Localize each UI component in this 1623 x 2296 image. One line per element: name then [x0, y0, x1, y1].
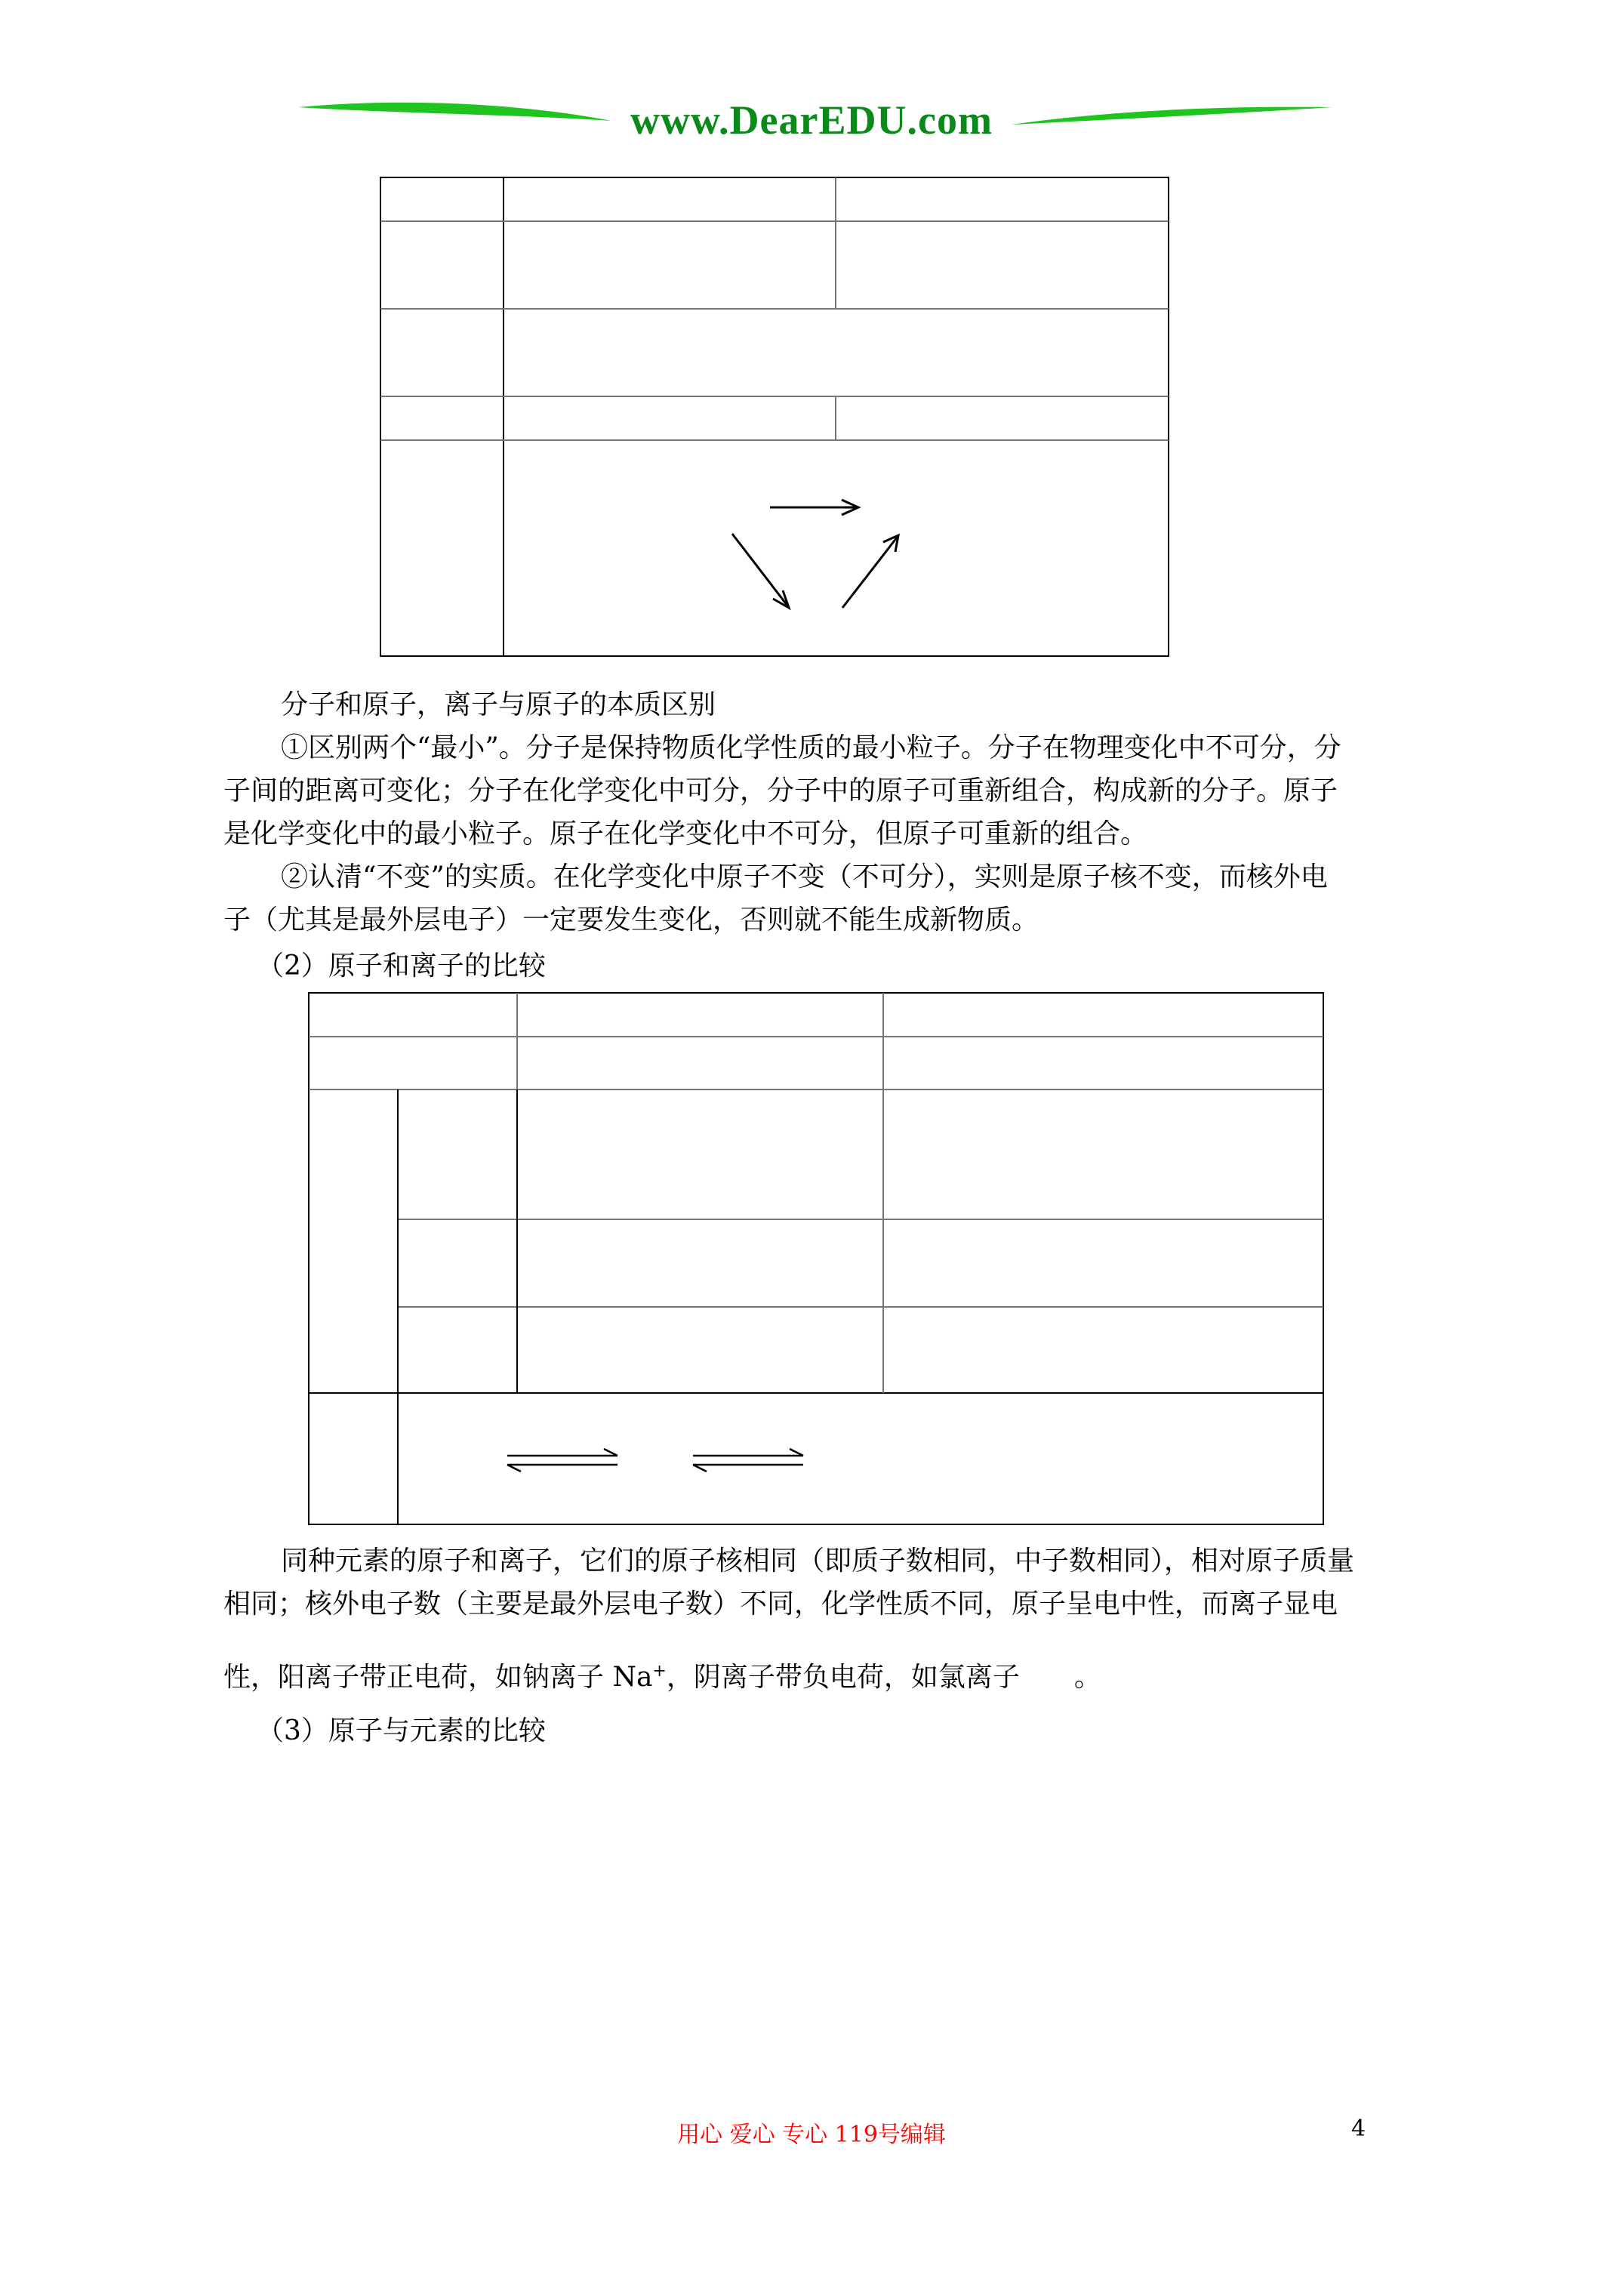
- arrow-up-right: [842, 535, 898, 608]
- equilibrium-arrow-2: [693, 1449, 803, 1472]
- sodium-charge: +: [652, 1662, 667, 1681]
- paragraph-unchanged-line2: 子（尤其是最外层电子）一定要发生变化，否则就不能生成新物质。: [223, 905, 1039, 935]
- table-2: [0, 982, 1623, 1540]
- section-heading-atom-element: （3）原子与元素的比较: [257, 1715, 546, 1746]
- paragraph-same-element-line3: [223, 1650, 1101, 1699]
- table-1: [0, 0, 1623, 680]
- paragraph-unchanged-line1: ②认清“不变”的实质。在化学变化中原子不变（不可分），实则是原子核不变，而核外电: [281, 861, 1328, 892]
- page-number: 4: [1351, 2116, 1366, 2142]
- arrow-down-right: [732, 534, 789, 608]
- paragraph-same-element-line1: 同种元素的原子和离子，它们的原子核相同（即质子数相同，中子数相同），相对原子质量: [281, 1546, 1355, 1576]
- arrow-right: [770, 500, 858, 515]
- equilibrium-arrow-1: [507, 1449, 617, 1472]
- site-logo-text: www.DearEDU.com: [630, 97, 993, 143]
- text-sodium-ion: 性，阳离子带正电荷，如钠离子 Na: [223, 1662, 653, 1693]
- text-chloride-ion: ，阴离子带负电荷，如氯离子: [666, 1662, 1020, 1693]
- section-heading-essence: 分子和原子，离子与原子的本质区别: [281, 689, 716, 720]
- footer-text: 用心 爱心 专心 119号编辑: [677, 2122, 946, 2148]
- paragraph-same-element-line2: 相同；核外电子数（主要是最外层电子数）不同，化学性质不同，原子呈电中性，而离子显电: [223, 1589, 1338, 1620]
- text-period: 。: [1073, 1662, 1101, 1693]
- paragraph-two-minimums-line1: ①区别两个“最小”。分子是保持物质化学性质的最小粒子。分子在物理变化中不可分，分: [281, 732, 1341, 763]
- section-heading-atom-ion: （2）原子和离子的比较: [257, 951, 546, 982]
- paragraph-two-minimums-line3: 是化学变化中的最小粒子。原子在化学变化中不可分，但原子可重新的组合。: [223, 818, 1148, 849]
- paragraph-two-minimums-line2: 子间的距离可变化；分子在化学变化中可分，分子中的原子可重新组合，构成新的分子。原子: [223, 775, 1338, 806]
